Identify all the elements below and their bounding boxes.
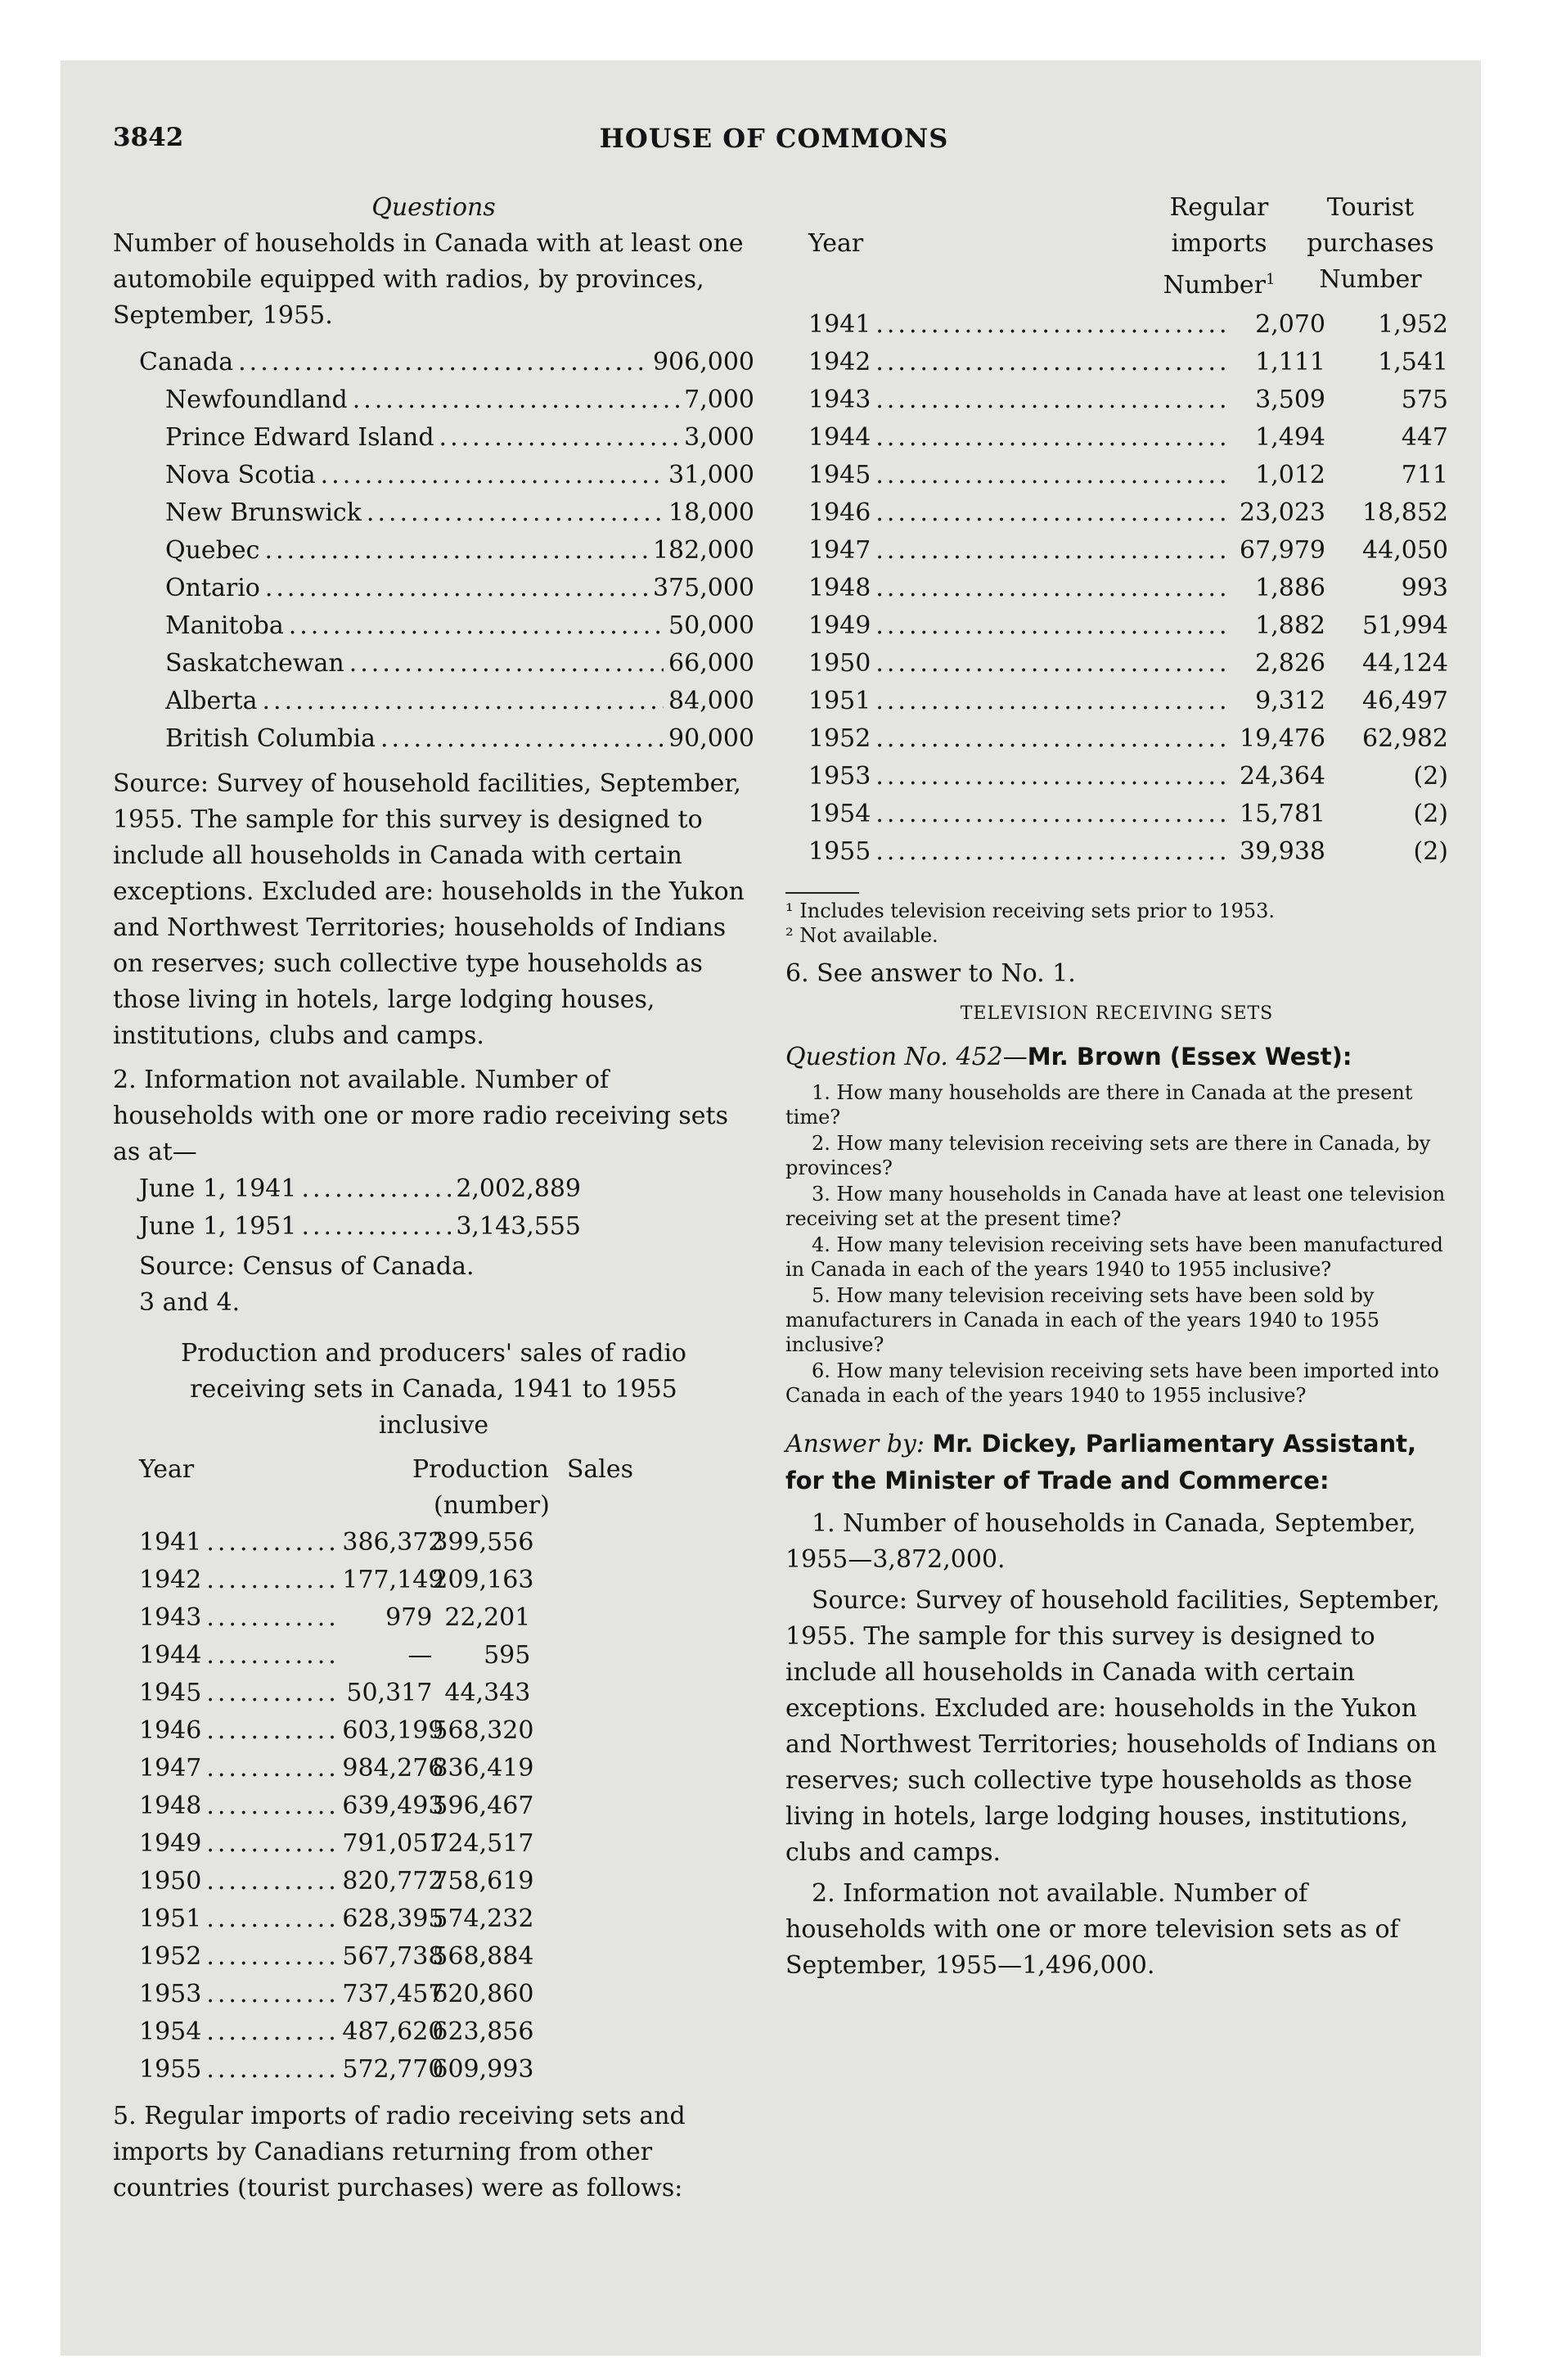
question-label: Question No. 452 bbox=[785, 1043, 1003, 1071]
table-row bbox=[139, 1637, 754, 1675]
table-row bbox=[139, 457, 754, 494]
list-item: 2. How many television receiving sets are there in Canada, by provinces? bbox=[785, 1132, 1431, 1179]
row-sales: 44,343 bbox=[444, 1679, 531, 1707]
answer-by-name: Mr. Dickey, Parliamentary Assistant, for the Minister of Trade and Commerce: bbox=[785, 1430, 1416, 1494]
province-name: Ontario bbox=[165, 574, 260, 602]
row-tourist: 447 bbox=[1401, 423, 1448, 452]
table-row bbox=[139, 2013, 754, 2051]
table-row bbox=[139, 1976, 754, 2013]
imports-header bbox=[785, 190, 1448, 298]
table-row bbox=[139, 344, 754, 381]
row-year: 1942 bbox=[808, 348, 871, 376]
table-row bbox=[785, 796, 1448, 833]
row-regular: 23,023 bbox=[1240, 498, 1325, 527]
q1-title: Number of households in Canada with at least one automobile equipped with radios, by provinces, September, 1955. bbox=[113, 229, 744, 330]
table-row bbox=[139, 607, 754, 645]
row-year: 1951 bbox=[808, 687, 871, 715]
table-row bbox=[785, 720, 1448, 758]
answer-by bbox=[785, 1426, 1448, 1499]
row-year: 1952 bbox=[808, 724, 871, 753]
province-value: 3,000 bbox=[684, 423, 754, 452]
col-sales: Sales bbox=[566, 1455, 633, 1484]
row-tourist: 62,982 bbox=[1362, 724, 1448, 753]
questions-heading: Questions bbox=[371, 193, 496, 222]
row-year: 1947 bbox=[139, 1754, 202, 1783]
table-row bbox=[785, 419, 1448, 457]
row-production: 820,772 bbox=[342, 1867, 444, 1895]
col-tourist-2: purchases bbox=[1307, 229, 1434, 258]
row-tourist: 46,497 bbox=[1362, 687, 1448, 715]
table-row bbox=[785, 833, 1448, 871]
province-name: British Columbia bbox=[165, 724, 376, 753]
row-year: 1955 bbox=[808, 837, 871, 866]
province-name: Alberta bbox=[165, 687, 258, 715]
question-line: Question No. 452—Mr. Brown (Essex West): bbox=[785, 1043, 1352, 1071]
row-sales: 22,201 bbox=[444, 1603, 531, 1632]
production-title: Production and producers' sales of radio receiving sets in Canada, 1941 to 1955 inclusive bbox=[181, 1339, 686, 1440]
table-row bbox=[139, 645, 754, 683]
tv-questions bbox=[785, 1080, 1448, 1408]
table-row bbox=[139, 1208, 581, 1246]
table-row bbox=[139, 1825, 754, 1863]
row-tourist: 993 bbox=[1401, 574, 1448, 602]
table-row bbox=[139, 683, 754, 720]
col-unit: (number) bbox=[434, 1491, 550, 1520]
row-sales: 574,232 bbox=[432, 1904, 534, 1933]
row-regular: 1,111 bbox=[1255, 348, 1325, 376]
row-regular: 1,882 bbox=[1255, 611, 1325, 640]
row-year: 1944 bbox=[139, 1641, 202, 1670]
province-name: Prince Edward Island bbox=[165, 423, 434, 452]
row-production: 567,738 bbox=[342, 1942, 444, 1971]
table-row bbox=[139, 1900, 754, 1938]
row-regular: 39,938 bbox=[1240, 837, 1325, 866]
row-tourist: 51,994 bbox=[1362, 611, 1448, 640]
list-item: 1. How many households are there in Canada at the present time? bbox=[785, 1081, 1413, 1129]
row-sales: 209,163 bbox=[432, 1566, 534, 1594]
row-tourist: (2) bbox=[1413, 762, 1448, 791]
row-production: 791,051 bbox=[342, 1829, 444, 1858]
row-regular: 24,364 bbox=[1240, 762, 1325, 791]
col-regular-1: Regular bbox=[1169, 193, 1269, 222]
row-tourist: 44,124 bbox=[1362, 649, 1448, 678]
row-year: 1954 bbox=[808, 800, 871, 828]
census-value: 2,002,889 bbox=[456, 1174, 581, 1203]
table-row bbox=[139, 532, 754, 570]
row-year: 1946 bbox=[808, 498, 871, 527]
row-tourist: 18,852 bbox=[1362, 498, 1448, 527]
row-year: 1954 bbox=[139, 2017, 202, 2046]
table-row bbox=[785, 570, 1448, 607]
answer-6: 6. See answer to No. 1. bbox=[785, 959, 1076, 988]
province-name: Nova Scotia bbox=[165, 461, 316, 489]
table-row bbox=[785, 683, 1448, 720]
province-value: 182,000 bbox=[652, 536, 754, 565]
page-number: 3842 bbox=[113, 123, 184, 152]
province-name: Newfoundland bbox=[165, 385, 348, 414]
row-sales: 620,860 bbox=[432, 1980, 534, 2008]
province-value: 66,000 bbox=[668, 649, 754, 678]
table-row bbox=[785, 457, 1448, 494]
footnote-2: ² Not available. bbox=[785, 924, 938, 947]
question-member: Mr. Brown (Essex West): bbox=[1027, 1043, 1352, 1071]
tv-answer-2: 2. Information not available. Number of households with one or more television sets as of September, 1955—1,496,000. bbox=[785, 1879, 1399, 1980]
province-name: New Brunswick bbox=[165, 498, 362, 527]
row-sales: 568,884 bbox=[432, 1942, 534, 1971]
row-sales: 568,320 bbox=[432, 1716, 534, 1745]
tv-source: Source: Survey of household facilities, September, 1955. The sample for this survey is designed to include all households in Canada with certain exceptions. Excluded are: households in the Yukon and Northwest Territories; households of Indians on reserves; such collective type households as those living in hotels, large lodging houses, institutions, clubs and camps. bbox=[785, 1586, 1440, 1867]
row-sales: 623,856 bbox=[432, 2017, 534, 2046]
table-row bbox=[785, 306, 1448, 344]
row-year: 1945 bbox=[139, 1679, 202, 1707]
list-item: 6. How many television receiving sets have been imported into Canada in each of the years 1940 to 1955 inclusive? bbox=[785, 1359, 1439, 1407]
census-table bbox=[113, 1170, 581, 1246]
row-year: 1953 bbox=[139, 1980, 202, 2008]
table-row bbox=[139, 1863, 754, 1900]
row-production: 386,372 bbox=[342, 1528, 444, 1557]
row-sales: 758,619 bbox=[432, 1867, 534, 1895]
row-regular: 3,509 bbox=[1255, 385, 1325, 414]
table-row bbox=[139, 720, 754, 758]
province-value: 50,000 bbox=[668, 611, 754, 640]
row-tourist: (2) bbox=[1413, 800, 1448, 828]
province-value: 84,000 bbox=[668, 687, 754, 715]
row-production: 737,457 bbox=[342, 1980, 444, 2008]
row-tourist: 575 bbox=[1401, 385, 1448, 414]
row-sales: 724,517 bbox=[432, 1829, 534, 1858]
province-name: Manitoba bbox=[165, 611, 284, 640]
province-name: Quebec bbox=[165, 536, 260, 565]
table-row bbox=[139, 1524, 754, 1562]
table-row bbox=[139, 1675, 754, 1712]
row-sales: 595 bbox=[484, 1641, 531, 1670]
row-tourist: 1,541 bbox=[1378, 348, 1448, 376]
page-header bbox=[113, 123, 1435, 164]
row-year: 1952 bbox=[139, 1942, 202, 1971]
row-year: 1944 bbox=[808, 423, 871, 452]
row-tourist: 44,050 bbox=[1362, 536, 1448, 565]
row-sales: 399,556 bbox=[432, 1528, 534, 1557]
source-paragraph: Source: Survey of household facilities, September, 1955. The sample for this survey is designed to include all households in Canada with certain exceptions. Excluded are: households in the Yukon and Northwest Territories; households of Indians on reserves; such collective type households as those living in hotels, large lodging houses, institutions, clubs and camps. bbox=[113, 769, 745, 1050]
table-row bbox=[785, 381, 1448, 419]
row-sales: 596,467 bbox=[432, 1792, 534, 1820]
row-year: 1948 bbox=[139, 1792, 202, 1820]
row-production: 177,149 bbox=[342, 1566, 444, 1594]
table-row bbox=[139, 494, 754, 532]
answer-2: 2. Information not available. Number of households with one or more radio receiving sets as at— bbox=[113, 1066, 728, 1166]
row-regular: 1,012 bbox=[1255, 461, 1325, 489]
table-row bbox=[139, 419, 754, 457]
table-row bbox=[139, 570, 754, 607]
row-year: 1942 bbox=[139, 1566, 202, 1594]
row-production: — bbox=[407, 1641, 433, 1670]
row-year: 1941 bbox=[139, 1528, 202, 1557]
row-sales: 836,419 bbox=[432, 1754, 534, 1783]
col-tourist-1: Tourist bbox=[1326, 193, 1415, 222]
table-row bbox=[139, 1787, 754, 1825]
row-sales: 609,993 bbox=[432, 2055, 534, 2084]
row-regular: 9,312 bbox=[1255, 687, 1325, 715]
tv-answer-1: 1. Number of households in Canada, September, 1955—3,872,000. bbox=[785, 1509, 1416, 1574]
row-year: 1950 bbox=[808, 649, 871, 678]
list-item: 3. How many households in Canada have at least one television receiving set at the present time? bbox=[785, 1183, 1446, 1230]
province-value: 375,000 bbox=[652, 574, 754, 602]
answer-3-4: 3 and 4. bbox=[139, 1288, 241, 1317]
province-value: 7,000 bbox=[684, 385, 754, 414]
table-row bbox=[785, 532, 1448, 570]
province-value: 906,000 bbox=[652, 348, 754, 376]
row-tourist: 711 bbox=[1401, 461, 1448, 489]
footnote-rule bbox=[785, 892, 859, 894]
row-production: 984,276 bbox=[342, 1754, 444, 1783]
answer-by-label: Answer by: bbox=[785, 1430, 925, 1458]
row-regular: 1,886 bbox=[1255, 574, 1325, 602]
col-tourist-3: Number bbox=[1319, 265, 1422, 294]
row-tourist: 1,952 bbox=[1378, 310, 1448, 339]
row-regular: 67,979 bbox=[1240, 536, 1325, 565]
row-regular: 2,070 bbox=[1255, 310, 1325, 339]
row-production: 487,620 bbox=[342, 2017, 444, 2046]
table-row bbox=[139, 381, 754, 419]
row-year: 1943 bbox=[139, 1603, 202, 1632]
running-title: HOUSE OF COMMONS bbox=[599, 123, 949, 154]
col-production: Production bbox=[412, 1455, 549, 1484]
table-row bbox=[139, 2051, 754, 2089]
province-name: Canada bbox=[139, 348, 234, 376]
table-row bbox=[139, 1562, 754, 1599]
table-row bbox=[139, 1938, 754, 1976]
table-row bbox=[139, 1750, 754, 1787]
left-column bbox=[113, 190, 754, 2206]
row-year: 1941 bbox=[808, 310, 871, 339]
row-production: 628,395 bbox=[342, 1904, 444, 1933]
table-row bbox=[785, 607, 1448, 645]
list-item: 5. How many television receiving sets have been sold by manufacturers in Canada in each of the years 1940 to 1955 inclusive? bbox=[785, 1284, 1379, 1356]
province-value: 18,000 bbox=[668, 498, 754, 527]
table-row bbox=[785, 344, 1448, 381]
col-regular-3: Number$^1$ bbox=[1163, 271, 1276, 300]
imports-table bbox=[785, 190, 1448, 871]
production-header bbox=[139, 1452, 754, 1488]
table-row bbox=[139, 1170, 581, 1208]
row-regular: 15,781 bbox=[1240, 800, 1325, 828]
province-value: 90,000 bbox=[668, 724, 754, 753]
footnote-1: ¹ Includes television receiving sets prior to 1953. bbox=[785, 899, 1276, 922]
production-table bbox=[113, 1452, 754, 2089]
census-date: June 1, 1941 bbox=[139, 1174, 297, 1203]
row-production: 639,493 bbox=[342, 1792, 444, 1820]
tv-heading: TELEVISION RECEIVING SETS bbox=[960, 1003, 1274, 1024]
census-date: June 1, 1951 bbox=[139, 1212, 297, 1241]
row-year: 1949 bbox=[808, 611, 871, 640]
row-regular: 2,826 bbox=[1255, 649, 1325, 678]
list-item: 4. How many television receiving sets have been manufactured in Canada in each of the years 1940 to 1955 inclusive? bbox=[785, 1233, 1443, 1281]
provinces-table bbox=[113, 344, 754, 758]
table-row bbox=[785, 494, 1448, 532]
table-row bbox=[139, 1599, 754, 1637]
row-year: 1951 bbox=[139, 1904, 202, 1933]
table-row bbox=[785, 645, 1448, 683]
row-year: 1945 bbox=[808, 461, 871, 489]
right-column bbox=[785, 190, 1448, 1984]
row-year: 1949 bbox=[139, 1829, 202, 1858]
col-regular-2: imports bbox=[1171, 229, 1267, 258]
row-production: 50,317 bbox=[346, 1679, 433, 1707]
row-regular: 19,476 bbox=[1240, 724, 1325, 753]
row-year: 1950 bbox=[139, 1867, 202, 1895]
row-year: 1948 bbox=[808, 574, 871, 602]
col-year: Year bbox=[808, 229, 864, 258]
row-year: 1947 bbox=[808, 536, 871, 565]
province-name: Saskatchewan bbox=[165, 649, 344, 678]
col-year: Year bbox=[139, 1455, 195, 1484]
row-production: 603,199 bbox=[342, 1716, 444, 1745]
census-value: 3,143,555 bbox=[456, 1212, 581, 1241]
row-production: 572,770 bbox=[342, 2055, 444, 2084]
answer-5: 5. Regular imports of radio receiving sets and imports by Canadians returning from other countries (tourist purchases) were as follows: bbox=[113, 2102, 686, 2202]
row-production: 979 bbox=[385, 1603, 433, 1632]
row-tourist: (2) bbox=[1413, 837, 1448, 866]
row-year: 1943 bbox=[808, 385, 871, 414]
row-year: 1955 bbox=[139, 2055, 202, 2084]
province-value: 31,000 bbox=[668, 461, 754, 489]
table-row bbox=[139, 1712, 754, 1750]
row-year: 1953 bbox=[808, 762, 871, 791]
row-regular: 1,494 bbox=[1255, 423, 1325, 452]
table-row bbox=[785, 758, 1448, 796]
row-year: 1946 bbox=[139, 1716, 202, 1745]
source-census: Source: Census of Canada. bbox=[139, 1252, 475, 1281]
